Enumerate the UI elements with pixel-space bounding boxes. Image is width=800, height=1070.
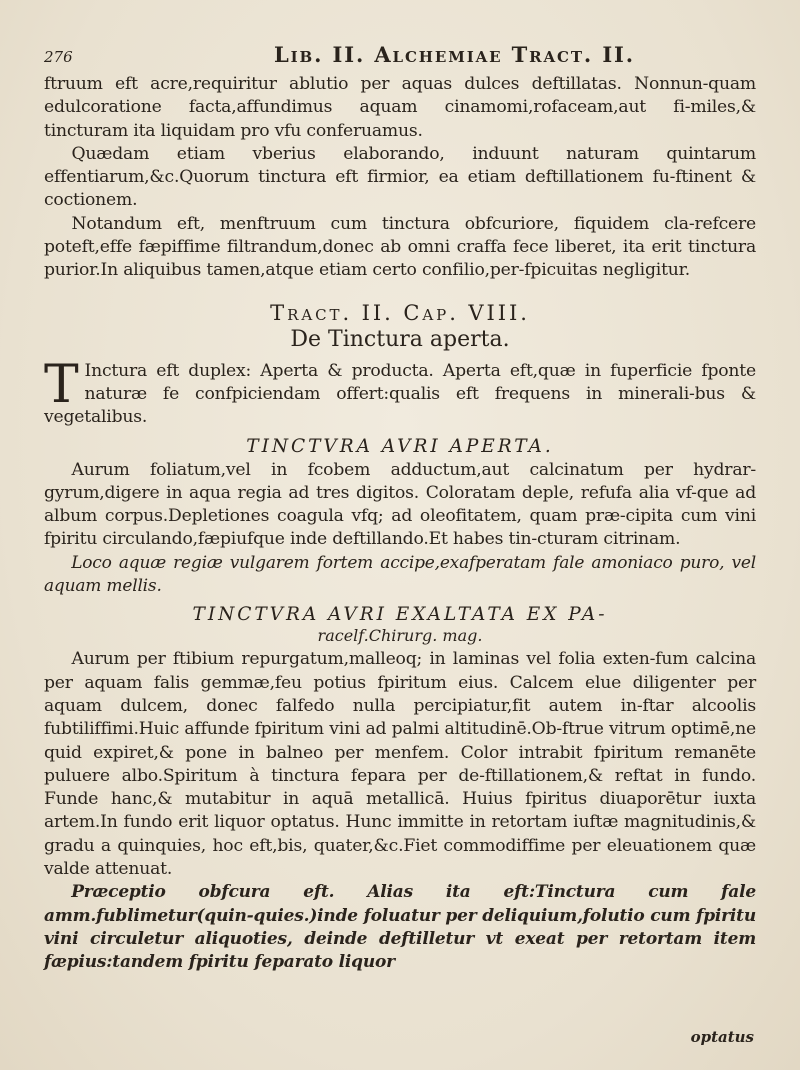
section-heading: TINCTVRA AVRI APERTA. xyxy=(246,435,554,457)
recipe-paragraph: Aurum per ftibium repurgatum,malleoq; in laminas vel folia exten-fum calcina per aquam falis gemmæ,feu potius fpiritum eius. Calcem elue diligenter per aquam dulcem, donec falfedo nulla percipiatur,fit autem in-ftar alcoolis fubtiliffimi.Huic affunde fpiritum vini ad palmi altitudinē.Ob-ftrue vitrum optimē,ne quid expiret,& pone in balneo per menfem. Color intrabit fpiritum remanēte puluere albo.Spiritum à tinctura fepara per de-ftillationem,& reftat in fundo. Funde hanc,& mutabitur in aquā metallicā. Huius fpiritus diuaporētur iuxta artem.In fundo erit liquor optatus. Hunc immitte in retortam iuftæ magnitudinis,& gradu a quinquies, hoc eft,bis, quater,&c.Fiet commodiffime per eleuationem quæ valde attenuat. xyxy=(44,649,756,880)
intro-paragraph xyxy=(44,354,756,430)
catchword: optatus xyxy=(690,1028,754,1046)
running-head xyxy=(44,42,756,67)
chapter-title: De Tinctura aperta. xyxy=(290,326,510,352)
recipe-note: Loco aquæ regiæ vulgarem fortem accipe,exafperatam fale amoniaco puro, vel aquam mellis. xyxy=(44,552,756,597)
intro-text: Inctura eft duplex: Aperta & producta. Aperta eft,quæ in fuperficie fponte naturæ fe confpiciendam offert:qualis eft frequens in minerali-bus & vegetalibus. xyxy=(44,360,756,428)
paragraph: Quædam etiam vberius elaborando, induunt naturam quintarum effentiarum,&c.Quorum tinctura eft firmior, ea etiam deftillationem fu-ftinent & coctionem. xyxy=(44,143,756,211)
running-title: Lib. II. Alchemiae Tract. II. xyxy=(274,42,635,67)
paragraph: ftruum eft acre,requiritur ablutio per aquas dulces deftillatas. Nonnun-quam edulcoratione facta,affundimus aquam cinamomi,rofaceam,aut fi-miles,& tincturam ita liquidam pro vfu conferuamus. xyxy=(44,74,756,141)
page-number: 276 xyxy=(44,48,73,66)
recipe-note: Præceptio obfcura eft. Alias ita eft:Tinctura cum fale amm.fublimetur(quin-quies.)inde foluatur per deliquium,folutio cum fpiritu vini circuletur aliquoties, deinde deftilletur vt exeat per retortam item fæpius:tandem fpiritu feparato liquor xyxy=(44,882,756,973)
drop-cap: T xyxy=(44,354,79,415)
chapter-label: Tract. II. Cap. VIII. xyxy=(270,300,530,325)
section-heading-continuation: racelf.Chirurg. mag. xyxy=(317,626,483,646)
paragraph: Notandum eft, menftruum cum tinctura obfcuriore, fiquidem cla-refcere poteft,effe fæpiffime filtrandum,donec ab omni craffa fece liberet, ita erit tinctura purior.In aliquibus tamen,atque etiam certo confilio,per-fpicuitas negligitur. xyxy=(44,213,756,281)
section-heading: TINCTVRA AVRI EXALTATA EX PA- xyxy=(192,604,608,626)
recipe-paragraph: Aurum foliatum,vel in fcobem adductum,aut calcinatum per hydrar-gyrum,digere in aqua regia ad tres digitos. Coloratam deple, refufa alia vf-que ad album corpus.Depletiones coagula vfq; ad oleofitatem, quam præ-cipita cum vini fpiritu circulando,fæpiufque inde deftillando.Et habes tin-cturam citrinam. xyxy=(44,459,756,550)
